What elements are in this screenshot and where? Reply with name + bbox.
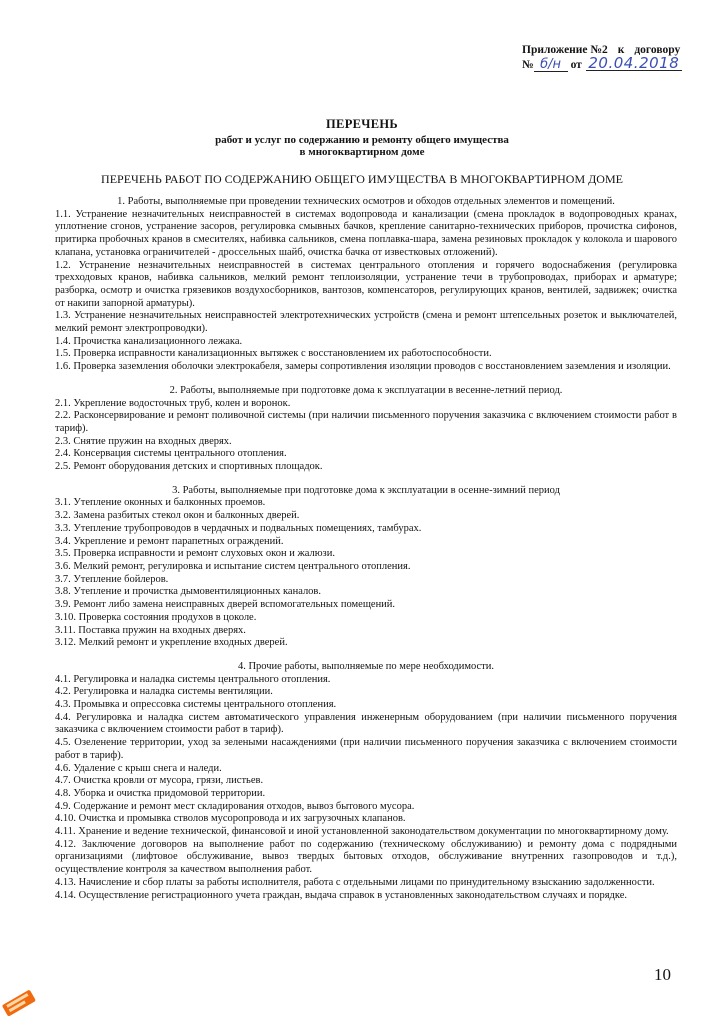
list-item: 4.8. Уборка и очистка придомовой территории. — [55, 787, 266, 799]
list-item: 4.7. Очистка кровли от мусора, грязи, листьев. — [55, 775, 264, 787]
list-item: 4.2. Регулировка и наладка системы вентиляции. — [55, 686, 273, 698]
contract-number-handwritten: б/н — [534, 58, 568, 72]
section-heading: 4. Прочие работы, выполняемые по мере необходимости. — [237, 660, 495, 672]
list-item: 4.10. Очистка и промывка стволов мусоропровода и их загрузочных клапанов. — [55, 813, 406, 825]
section-heading: 3. Работы, выполняемые при подготовке дома к эксплуатации в осенне-зимний период — [172, 484, 560, 496]
list-item: 4.1. Регулировка и наладка системы центрального отопления. — [55, 673, 331, 685]
appendix-number-text: Приложение №2 — [522, 44, 608, 56]
list-item: 4.9. Содержание и ремонт мест складирования отходов, вывоз бытового мусора. — [55, 800, 415, 812]
list-item: 4.13. Начисление и сбор платы за работы исполнителя, работа с отдельными лицами по принудительному взысканию задолженности. — [55, 876, 655, 888]
list-item: 4.6. Удаление с крыш снега и наледи. — [55, 762, 222, 774]
watermark-logo-icon — [0, 982, 42, 1025]
contract-date-handwritten: 20.04.2018 — [586, 57, 682, 71]
list-item: 4.14. Осуществление регистрационного учета граждан, выдача справок в установленных законодательством случаях и порядке. — [55, 889, 627, 901]
list-item: 3.10. Проверка состояния продухов в цоколе. — [55, 611, 257, 623]
page-number: 10 — [654, 965, 671, 984]
list-item: 2.2. Расконсервирование и ремонт поливочной системы (при наличии письменного поручения заказчика с включением стоимости работ в тариф). — [55, 410, 677, 434]
list-item: 2.1. Укрепление водосточных труб, колен и воронок. — [55, 397, 291, 409]
appendix-preposition: к — [617, 44, 625, 56]
list-item: 1.1. Устранение незначительных неисправностей в системах водопровода и канализации (смена прокладок в водопроводных кранах, уплотнение сгонов, устранение засоров, регулировка смывных бачков, крепление санитарно-технических приборов, прочистка сифонов, притирка пробочных кранов в смесителях, набивка сальников, смена поплавка-шара, замена резиновых прокладок у колокола и шарового клапана, установка ограничителей - дроссельных шайб, очистка бачка от известковых отложений). — [55, 208, 677, 258]
list-item: 4.3. Промывка и опрессовка системы центрального отопления. — [55, 699, 337, 711]
list-item: 4.4. Регулировка и наладка систем автоматического управления инженерным оборудованием (при наличии письменного поручения заказчика с включением стоимости работ в тариф). — [55, 711, 677, 736]
section-heading: 2. Работы, выполняемые при подготовке дома к эксплуатации в весенне-летний период. — [169, 384, 563, 396]
list-item: 3.2. Замена разбитых стекол окон и балконных дверей. — [55, 510, 300, 522]
list-item: 3.7. Утепление бойлеров. — [55, 573, 169, 585]
list-item: 1.5. Проверка исправности канализационных вытяжек с восстановлением их работоспособности. — [55, 348, 492, 360]
appendix-header — [0, 0, 724, 80]
list-item: 3.1. Утепление оконных и балконных проемов. — [55, 497, 266, 509]
section-subtitle: ПЕРЕЧЕНЬ РАБОТ ПО СОДЕРЖАНИЮ ОБЩЕГО ИМУЩЕСТВА В МНОГОКВАРТИРНОМ ДОМЕ — [101, 172, 623, 186]
document-title: ПЕРЕЧЕНЬ — [326, 117, 398, 131]
list-item: 2.3. Снятие пружин на входных дверях. — [55, 435, 232, 447]
works-list — [55, 196, 677, 902]
list-item: 3.11. Поставка пружин на входных дверях. — [55, 624, 246, 636]
document-title-block — [0, 117, 724, 158]
list-item: 2.4. Консервация системы центрального отопления. — [55, 448, 287, 460]
contract-number-label: № — [522, 59, 534, 71]
document-title-line-2: в многоквартирном доме — [299, 146, 425, 158]
contract-reference — [522, 54, 682, 72]
list-item: 4.11. Хранение и ведение технической, финансовой и иной установленной законодательством документации по многоквартирному дому. — [55, 826, 669, 838]
list-item: 3.8. Утепление и прочистка дымовентиляционных каналов. — [55, 586, 322, 598]
list-item: 3.5. Проверка исправности и ремонт слуховых окон и жалюзи. — [55, 548, 335, 560]
contract-date-label: от — [570, 59, 582, 71]
list-item: 3.12. Мелкий ремонт и укрепление входных дверей. — [55, 637, 288, 649]
section-heading: 1. Работы, выполняемые при проведении технических осмотров и обходов отдельных элементов и помещений. — [117, 196, 615, 207]
list-item: 3.4. Укрепление и ремонт парапетных ограждений. — [55, 535, 284, 547]
list-item: 1.4. Прочистка канализационного лежака. — [55, 335, 243, 347]
appendix-contract-word: договору — [634, 44, 681, 56]
list-item: 4.12. Заключение договоров на выполнение работ по содержанию (техническому обслуживанию) и ремонту дома с подрядными организациями (лифтовое обслуживание, вывоз твердых бытовых отходов, обслуживание внутренних газопроводов и т.д.), осуществление контроля за качеством выполнения работ. — [55, 838, 677, 876]
list-item: 3.9. Ремонт либо замена неисправных дверей вспомогательных помещений. — [55, 599, 396, 611]
list-item: 3.6. Мелкий ремонт, регулировка и испытание систем центрального отопления. — [55, 560, 411, 572]
list-item: 1.6. Проверка заземления оболочки электрокабеля, замеры сопротивления изоляции проводов с восстановлением заземления и изоляции. — [55, 361, 671, 373]
list-item: 1.3. Устранение незначительных неисправностей электротехнических устройств (смена и ремонт штепсельных розеток и выключателей, мелкий ремонт электропроводки). — [55, 310, 677, 335]
document-title-line-1: работ и услуг по содержанию и ремонту общего имущества — [215, 134, 509, 146]
list-item: 3.3. Утепление трубопроводов в чердачных и подвальных помещениях, тамбурах. — [55, 522, 422, 534]
list-item: 4.5. Озеленение территории, уход за зелеными насаждениями (при наличии письменного поручения заказчика с включением стоимости работ в тариф). — [55, 737, 677, 761]
list-item: 2.5. Ремонт оборудования детских и спортивных площадок. — [55, 461, 323, 473]
list-item: 1.2. Устранение незначительных неисправностей в системах центрального отопления и горячего водоснабжения (регулировка трехходовых кранов, набивка сальников, мелкий ремонт теплоизоляции, устранение течи в трубопроводах, приборах и арматуре; разборка, осмотр и очистка грязевиков воздухосборников, вантозов, компенсаторов, регулирующих кранов, вентилей, задвижек; очистка от накипи запорной арматуры). — [55, 259, 677, 309]
